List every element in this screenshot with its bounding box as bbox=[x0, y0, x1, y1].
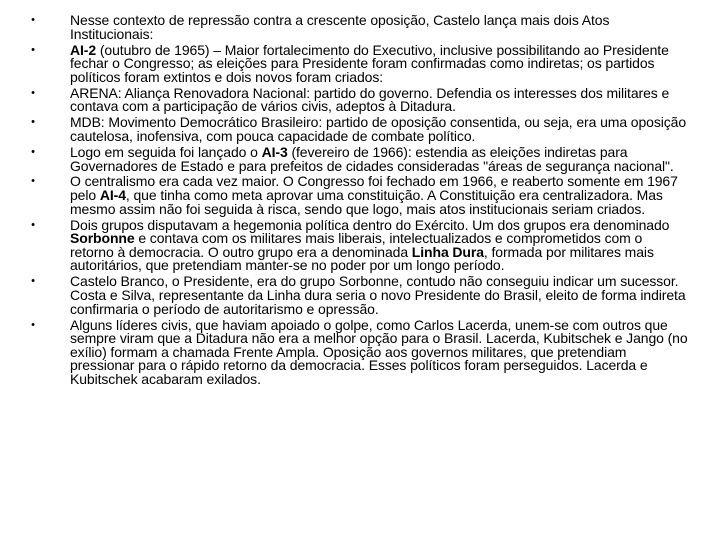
bullet-item bbox=[28, 216, 688, 274]
text-segment: O centralismo era cada vez maior. O Congresso foi fechado em 1966, e reaberto somente em 1967 pelo bbox=[70, 173, 678, 204]
bold-text: AI-4 bbox=[99, 187, 126, 204]
bullet-item bbox=[28, 175, 688, 216]
text-segment: (fevereiro de 1966): estendia as eleições indiretas para Governadores de Estado e para prefeitos de cidades consideradas "áreas de segurança nacional". bbox=[70, 143, 674, 174]
bullet-item bbox=[28, 143, 688, 174]
text-segment: Castelo Branco, o Presidente, era do grupo Sorbonne, contudo não conseguiu indicar um sucessor. Costa e Silva, representante da Linha dura seria o novo Presidente do Brasil, eleito de forma indireta confirmaria o período de autoritarismo e opressão. bbox=[70, 273, 686, 317]
bullet-item bbox=[28, 84, 688, 115]
bullet-list bbox=[28, 14, 688, 389]
bullet-dot-icon: • bbox=[31, 218, 35, 231]
text-segment: e contava com os militares mais liberais, intelectualizados e comprometidos com o retorno à democracia. O outro grupo era a denominada bbox=[70, 230, 643, 260]
bullet-dot-icon: • bbox=[31, 175, 35, 188]
text-segment: Nesse contexto de repressão contra a crescente oposição, Castelo lança mais dois Atos Institucionais: bbox=[70, 12, 610, 42]
bullet-dot-icon: • bbox=[31, 275, 35, 288]
text-segment: Logo em seguida foi lançado o bbox=[70, 143, 262, 160]
text-segment: , formada por militares mais autoritários, que pretendiam manter-se no poder por um longo período. bbox=[70, 243, 654, 274]
bullet-dot-icon: • bbox=[31, 145, 35, 158]
bold-text: Linha Dura bbox=[411, 243, 484, 260]
text-segment: ARENA: Aliança Renovadora Nacional: partido do governo. Defendia os interesses dos militares e contava com a participação de vários civis, adeptos à Ditadura. bbox=[70, 84, 670, 115]
bullet-dot-icon: • bbox=[31, 14, 35, 26]
bullet-dot-icon: • bbox=[31, 318, 35, 331]
bold-text: AI-2 bbox=[70, 41, 97, 58]
text-segment: (outubro de 1965) – Maior fortalecimento do Executivo, inclusive possibilitando ao Presidente fechar o Congresso; as eleições para Presidente foram confirmadas como indiretas; os partidos políticos foram extintos e dois novos foram criados: bbox=[70, 41, 669, 85]
bullet-dot-icon: • bbox=[31, 86, 35, 99]
text-segment: , que tinha como meta aprovar uma constituição. A Constituição era centralizadora. Mas mesmo assim não foi seguida à risca, sendo que logo, mais atos institucionais seriam criados. bbox=[70, 187, 663, 217]
text-segment: Dois grupos disputavam a hegemonia política dentro do Exército. Um dos grupos era denominado bbox=[70, 216, 670, 233]
bullet-item bbox=[28, 316, 688, 387]
bullet-dot-icon: • bbox=[31, 116, 35, 129]
bullet-item bbox=[28, 275, 688, 316]
bold-text: AI-3 bbox=[261, 143, 288, 160]
bullet-item bbox=[28, 41, 688, 85]
text-segment: Alguns líderes civis, que haviam apoiado o golpe, como Carlos Lacerda, unem-se com outros que sempre viram que a Ditadura não era a melhor opção para o Brasil. Lacerda, Kubitschek e Jango (no exílio) formam a chamada Frente Ampla. Oposição aos governos militares, que pretendiam pressionar para o rápido retorno da democracia. Esses políticos foram perseguidos. Lacerda e Kubitschek acabaram exilados. bbox=[70, 316, 688, 387]
bullet-item bbox=[28, 14, 688, 41]
bullet-item bbox=[28, 116, 688, 143]
text-segment: MDB: Movimento Democrático Brasileiro: partido de oposição consentida, ou seja, era uma oposição cautelosa, inofensiva, com pouca capacidade de combate político. bbox=[70, 114, 687, 144]
bullet-dot-icon: • bbox=[31, 43, 35, 56]
bold-text: Sorbonne bbox=[70, 230, 135, 247]
